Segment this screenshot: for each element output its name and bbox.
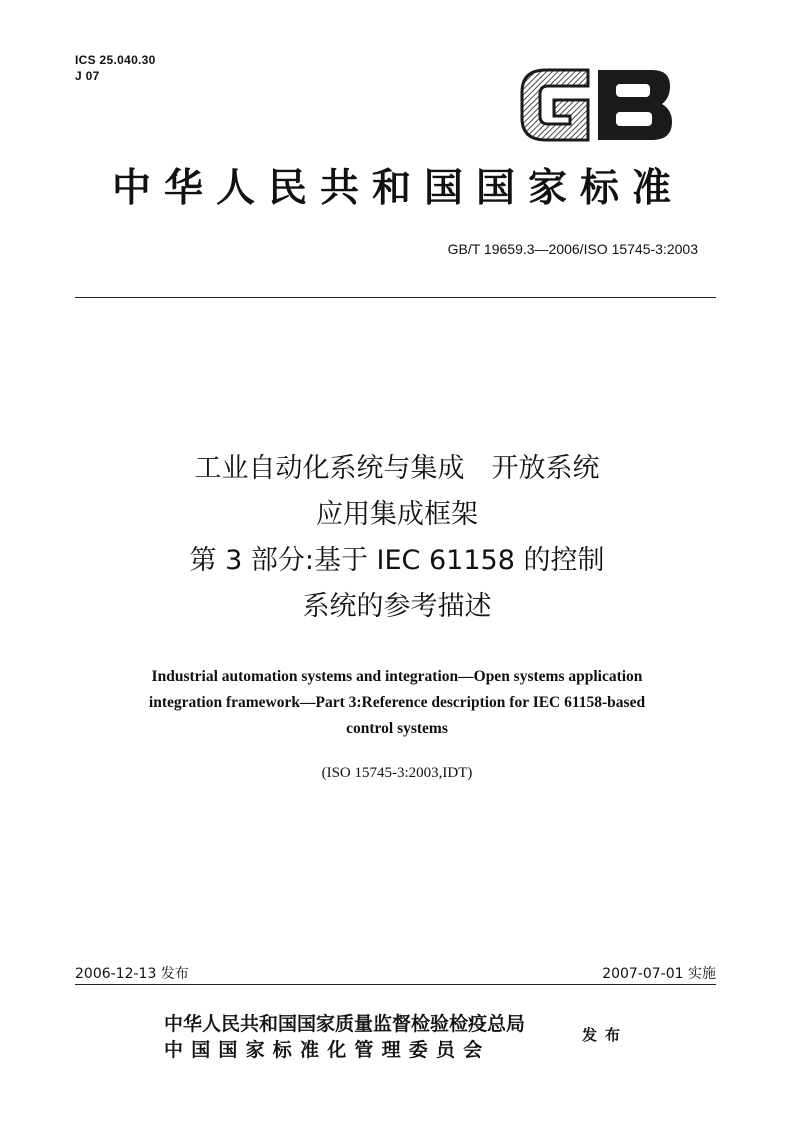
issuer-sac: 中国国家标准化管理委员会 <box>164 1039 491 1061</box>
ics-code: ICS 25.040.30 <box>75 53 156 67</box>
english-title-line: Industrial automation systems and integration—Open systems application <box>151 668 643 685</box>
issuing-authorities <box>164 1011 525 1063</box>
english-title-line: control systems <box>346 720 448 737</box>
english-title-line: integration framework—Part 3:Reference description for IEC 61158-based <box>148 694 646 711</box>
chinese-title-line: 系统的参考描述 <box>302 591 492 622</box>
issuer-aqsiq: 中华人民共和国国家质量监督检验检疫总局 <box>164 1013 526 1035</box>
chinese-title <box>60 446 734 630</box>
chinese-title-line: 第 3 部分:基于 IEC 61158 的控制 <box>189 545 605 576</box>
iso-equivalence: (ISO 15745-3:2003,IDT) <box>321 765 473 781</box>
publish-label: 发布 <box>582 1026 629 1044</box>
implementation-date: 2007-07-01 实施 <box>602 966 716 982</box>
logo-letter-g <box>522 70 588 140</box>
gb-logo-graphic <box>516 62 676 147</box>
chinese-title-line: 工业自动化系统与集成 开放系统 <box>194 453 600 484</box>
issue-date: 2006-12-13 发布 <box>75 966 189 982</box>
gb-logo <box>516 62 676 147</box>
national-standard-title: 中华人民共和国国家标准 <box>111 165 684 211</box>
ccs-code: J 07 <box>75 69 100 83</box>
logo-letter-b <box>598 70 672 140</box>
footer-divider <box>75 984 716 985</box>
standard-number: GB/T 19659.3—2006/ISO 15745-3:2003 <box>447 241 698 257</box>
classification-codes <box>75 52 156 84</box>
header-divider <box>75 297 716 298</box>
chinese-title-line: 应用集成框架 <box>316 499 478 530</box>
english-title <box>80 664 714 742</box>
